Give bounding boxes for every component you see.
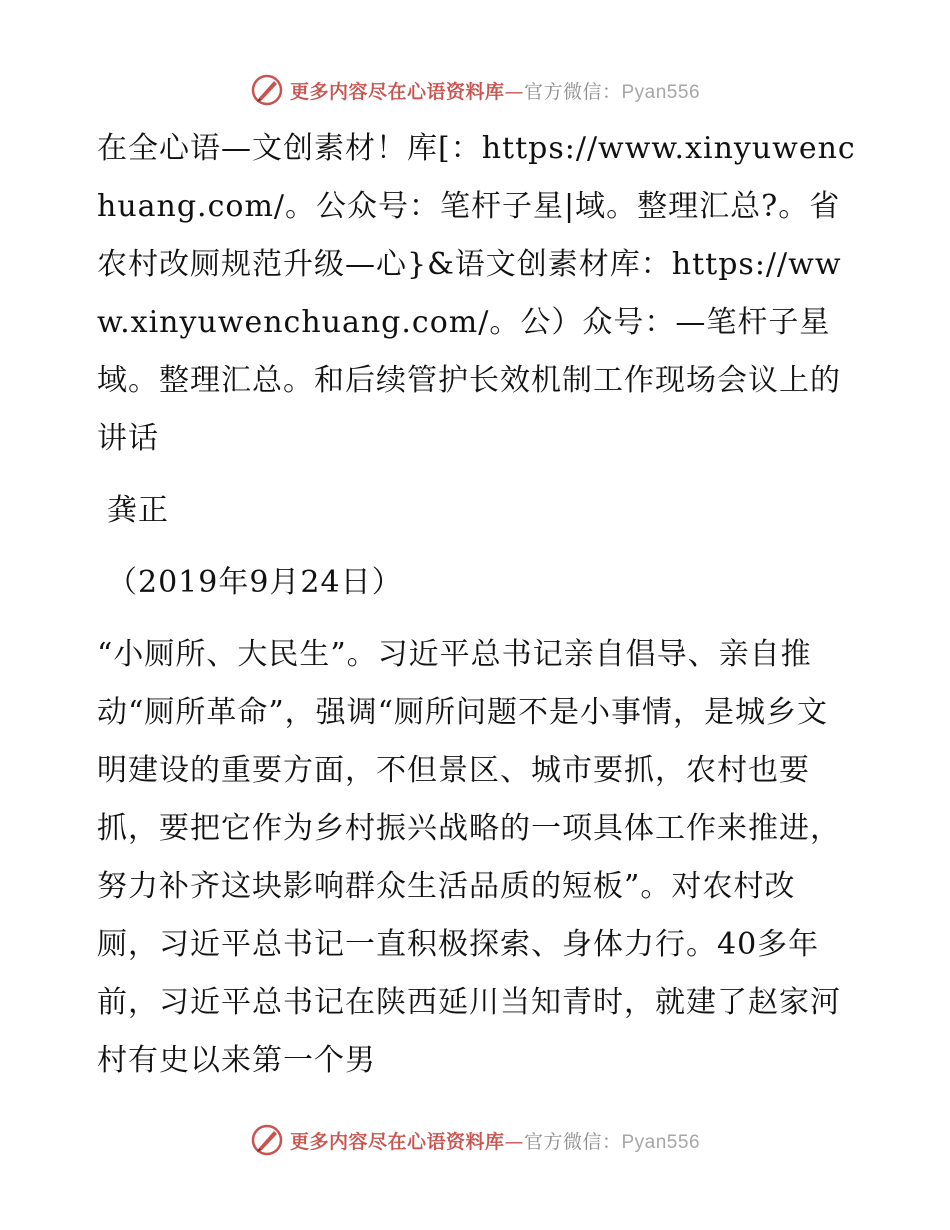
watermark-dash: — <box>504 1130 524 1153</box>
quill-logo-icon <box>250 73 284 107</box>
watermark-label: 官方微信： <box>523 80 622 103</box>
document-paragraph: “小厕所、大民生”。习近平总书记亲自倡导、亲自推动“厕所革命”，强调“厕所问题不是小事情，是城乡文明建设的重要方面，不但景区、城市要抓，农村也要抓，要把它作为乡村振兴战略的一项具体工作来推进，努力补齐这块影响群众生活品质的短板”。对农村改厕，习近平总书记一直积极探索、身体力行。40多年前，习近平总书记在陕西延川当知青时，就建了赵家河村有史以来第一个男 <box>97 637 841 1078</box>
watermark-wechat-id: Pyan556 <box>621 1131 701 1153</box>
watermark-text <box>290 1127 700 1154</box>
watermark-main: 更多内容尽在心语资料库 <box>289 80 505 103</box>
watermark-dash: — <box>504 80 524 103</box>
watermark-text <box>290 77 700 104</box>
header-watermark <box>0 70 950 110</box>
document-title: 在全心语—文创素材！库[：https://www.xinyuwenchuang.com/。公众号：笔杆子星|域。整理汇总?。省农村改厕规范升级—心}&语文创素材库：https://www.xinyuwenchuang.com/。公）众号：—笔杆子星域。整理汇总。和后续管护长效机制工作现场会议上的讲话 <box>97 131 856 456</box>
watermark-label: 官方微信： <box>523 1130 622 1153</box>
document-body <box>97 120 857 1090</box>
quill-logo-icon <box>250 1123 284 1157</box>
watermark-wechat-id: Pyan556 <box>621 81 701 103</box>
document-date: （2019年9月24日） <box>107 565 403 600</box>
document-author: 龚正 <box>107 493 169 528</box>
watermark-main: 更多内容尽在心语资料库 <box>289 1130 505 1153</box>
footer-watermark <box>0 1120 950 1160</box>
